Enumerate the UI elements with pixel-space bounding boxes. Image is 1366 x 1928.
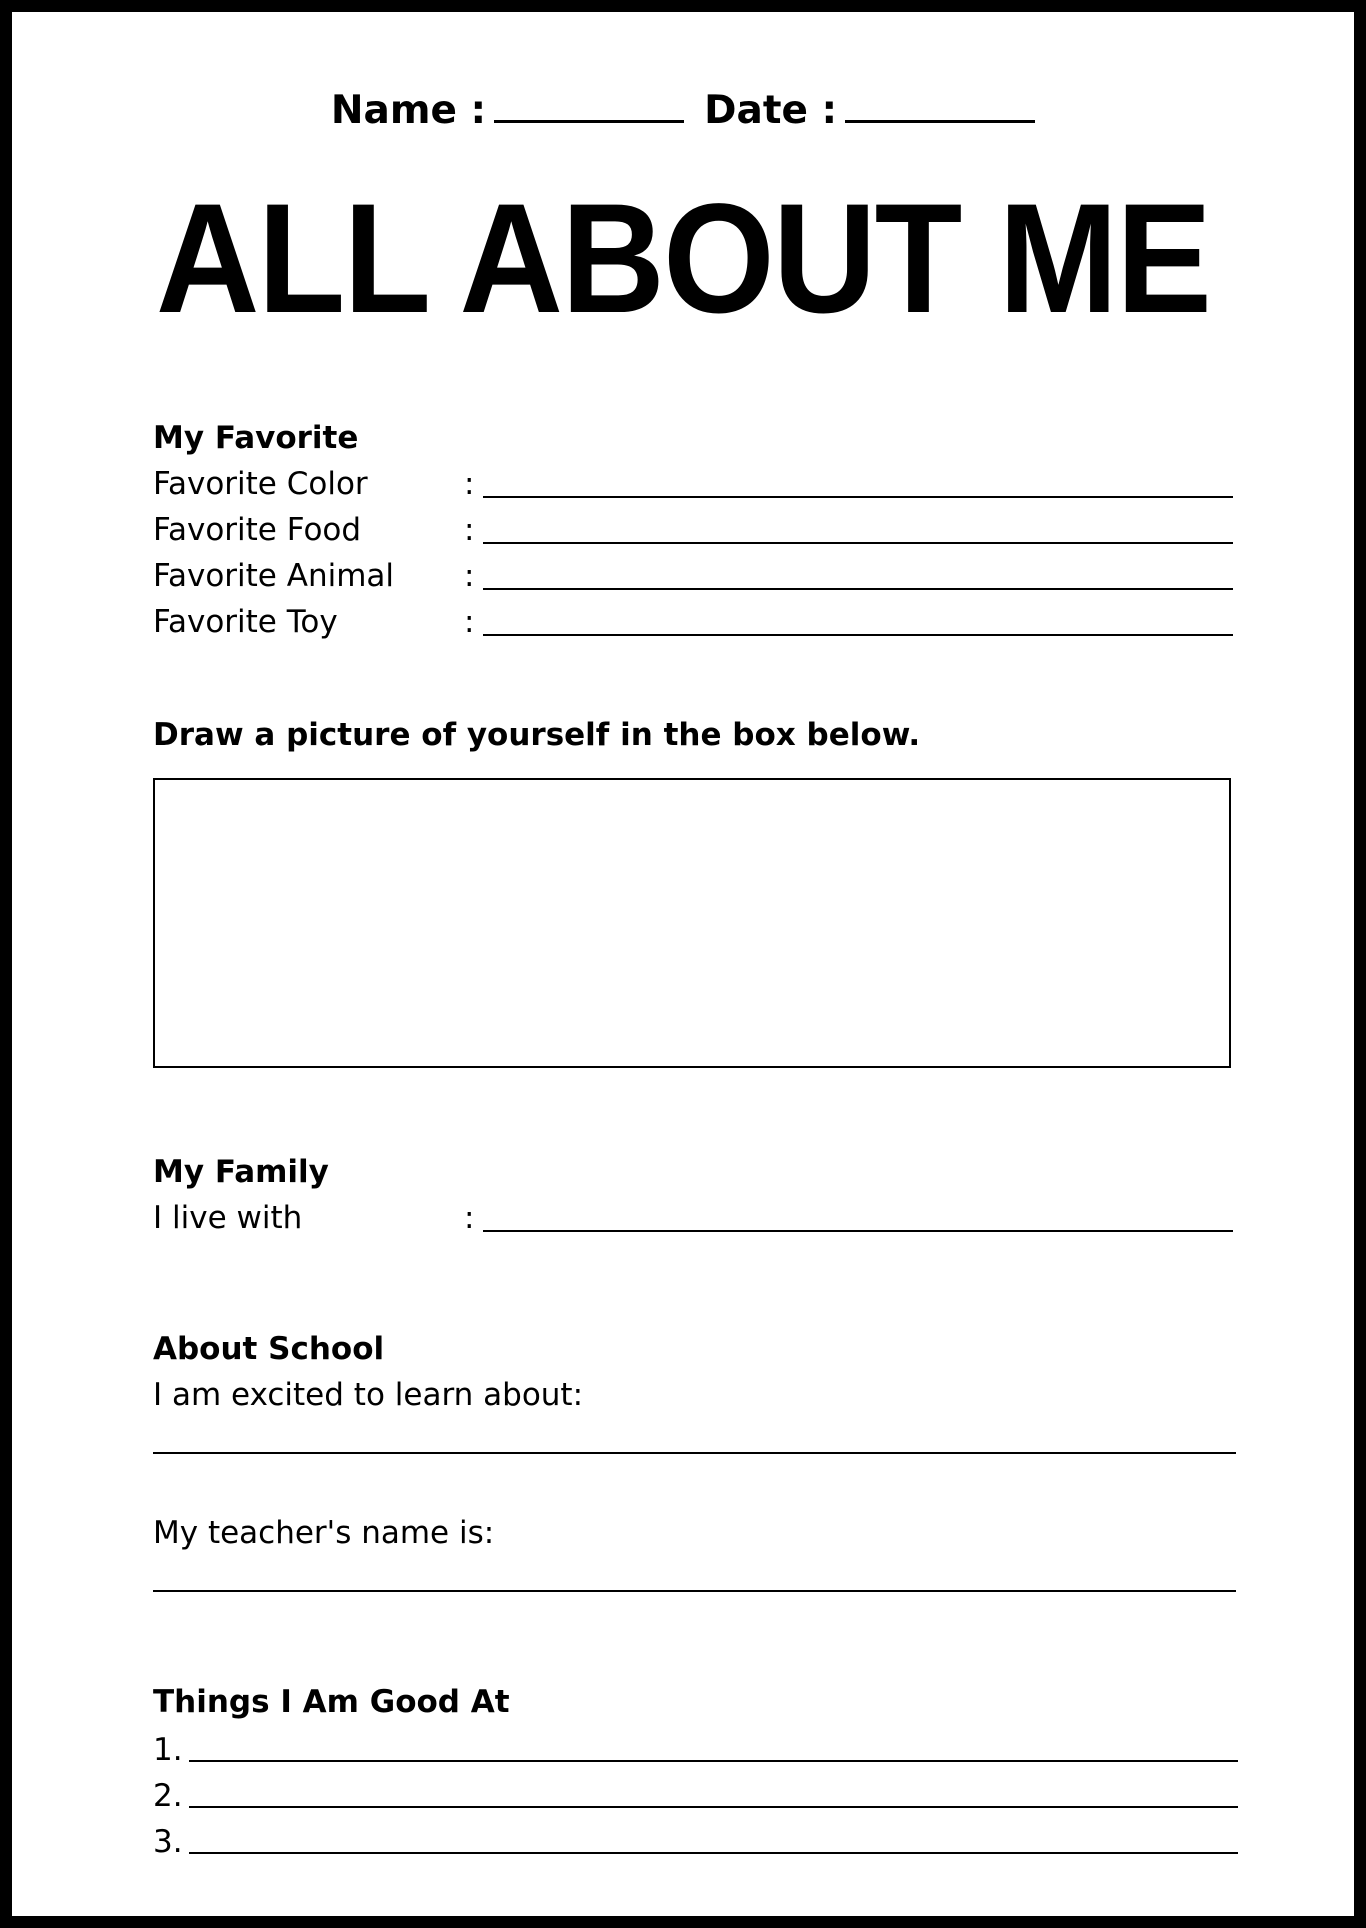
favorite-food-colon: : [464,512,475,548]
name-blank[interactable] [494,80,684,123]
good-at-number-2: 2. [153,1778,183,1814]
family-heading: My Family [153,1154,329,1190]
good-at-heading: Things I Am Good At [153,1684,510,1720]
good-at-line-3[interactable] [189,1852,1238,1854]
favorite-color-colon: : [464,466,475,502]
page-title: ALL ABOUT ME [155,172,1211,346]
teacher-line[interactable] [153,1590,1236,1592]
good-at-line-1[interactable] [189,1760,1238,1762]
live-with-label: I live with [153,1200,303,1236]
favorite-color-line[interactable] [483,496,1233,498]
name-label: Name : [330,88,487,133]
date-label: Date : [704,88,838,133]
favorite-animal-label: Favorite Animal [153,558,395,594]
favorite-toy-label: Favorite Toy [153,604,338,640]
self-portrait-box[interactable] [153,778,1231,1068]
favorite-animal-colon: : [464,558,475,594]
good-at-number-3: 3. [153,1824,183,1860]
excited-line[interactable] [153,1452,1236,1454]
favorite-food-label: Favorite Food [153,512,362,548]
live-with-line[interactable] [483,1230,1233,1232]
favorite-animal-line[interactable] [483,588,1233,590]
live-with-colon: : [464,1200,475,1236]
drawing-instruction: Draw a picture of yourself in the box below. [153,717,921,753]
excited-label: I am excited to learn about: [153,1377,584,1413]
favorite-food-line[interactable] [483,542,1233,544]
favorites-heading: My Favorite [153,420,359,456]
good-at-line-2[interactable] [189,1806,1238,1808]
favorite-color-label: Favorite Color [153,466,368,502]
good-at-number-1: 1. [153,1732,183,1768]
favorite-toy-colon: : [464,604,475,640]
date-blank[interactable] [845,80,1035,123]
name-date-row [12,80,1354,141]
teacher-label: My teacher's name is: [153,1515,495,1551]
school-heading: About School [153,1331,385,1367]
favorite-toy-line[interactable] [483,634,1233,636]
